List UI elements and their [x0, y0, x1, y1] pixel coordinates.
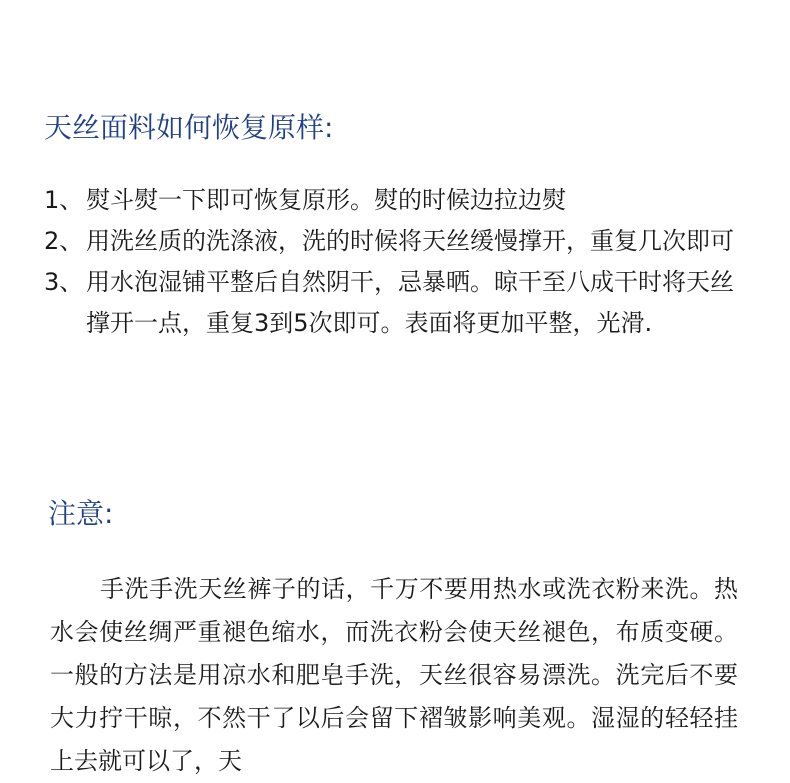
recover-step-2	[44, 221, 744, 262]
step-number: 1、	[44, 186, 84, 214]
recover-steps-list	[44, 180, 744, 344]
recover-step-1	[44, 180, 744, 221]
recover-section-title: 天丝面料如何恢复原样:	[44, 111, 334, 144]
step-text: 用洗丝质的洗涤液，洗的时候将天丝缓慢撑开，重复几次即可	[86, 227, 734, 255]
step-number: 3、	[44, 268, 84, 296]
notice-paragraph: 手洗手洗天丝裤子的话，千万不要用热水或洗衣粉来洗。热水会使丝绸严重褪色缩水，而洗衣粉会使天丝褪色，布质变硬。一般的方法是用凉水和肥皂手洗，天丝很容易漂洗。洗完后不要大力拧干晾，不然干了以后会留下褶皱影响美观。湿湿的轻轻挂上去就可以了，天	[50, 575, 738, 775]
step-text: 熨斗熨一下即可恢复原形。熨的时候边拉边熨	[86, 186, 566, 214]
recover-step-3	[44, 262, 744, 344]
notice-section-title: 注意:	[48, 497, 114, 530]
step-text: 用水泡湿铺平整后自然阴干，忌暴晒。晾干至八成干时将天丝撑开一点，重复3到5次即可。表面将更加平整，光滑.	[86, 268, 734, 337]
step-number: 2、	[44, 227, 84, 255]
